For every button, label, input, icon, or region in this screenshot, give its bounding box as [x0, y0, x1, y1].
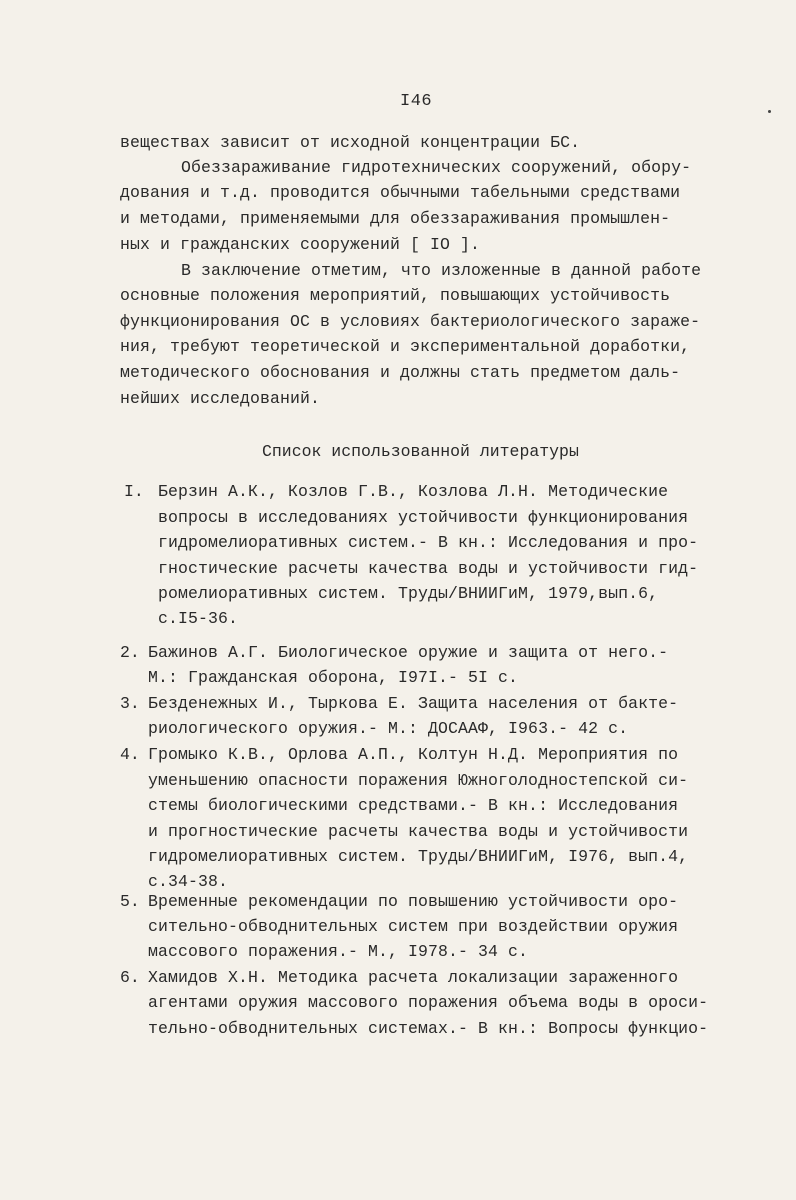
reference-line: агентами оружия массового поражения объема воды в ороси-	[148, 993, 709, 1012]
reference-line: Громыко К.В., Орлова А.П., Колтун Н.Д. Мероприятия по	[148, 745, 679, 764]
reference-line: Безденежных И., Тыркова Е. Защита населения от бакте-	[148, 694, 679, 713]
reference-line: Бажинов А.Г. Биологическое оружие и защита от него.-	[148, 643, 669, 662]
reference-number: I.	[124, 482, 144, 501]
reference-line: ромелиоративных систем. Труды/ВНИИГиМ, 1979,вып.6,	[158, 584, 659, 603]
speck-mark	[768, 110, 771, 113]
page-number: I46	[400, 92, 433, 111]
reference-line: Берзин А.К., Козлов Г.В., Козлова Л.Н. Методические	[158, 482, 669, 501]
reference-line: с.I5-36.	[158, 609, 239, 628]
reference-line: с.34-38.	[148, 872, 229, 891]
body-line: ния, требуют теоретической и экспериментальной доработки,	[120, 337, 691, 356]
body-line: методического обоснования и должны стать предметом даль-	[120, 363, 681, 382]
reference-line: гидромелиоративных систем. Труды/ВНИИГиМ, I976, вып.4,	[148, 847, 689, 866]
reference-number: 4.	[120, 745, 140, 764]
reference-line: вопросы в исследованиях устойчивости функционирования	[158, 508, 689, 527]
body-line: функционирования ОС в условиях бактериологического зараже-	[120, 312, 701, 331]
reference-number: 6.	[120, 968, 140, 987]
reference-line: Хамидов Х.Н. Методика расчета локализации зараженного	[148, 968, 679, 987]
reference-line: гностические расчеты качества воды и устойчивости гид-	[158, 559, 699, 578]
reference-line: тельно-обводнительных системах.- В кн.: Вопросы функцио-	[148, 1019, 709, 1038]
reference-number: 2.	[120, 643, 140, 662]
reference-line: Временные рекомендации по повышению устойчивости оро-	[148, 892, 679, 911]
reference-number: 3.	[120, 694, 140, 713]
reference-number: 5.	[120, 892, 140, 911]
body-line: Обеззараживание гидротехнических сооружений, обору-	[181, 158, 692, 177]
body-line: веществах зависит от исходной концентрации БС.	[120, 133, 581, 152]
body-line: основные положения мероприятий, повышающих устойчивость	[120, 286, 671, 305]
body-line: ных и гражданских сооружений [ IO ].	[120, 235, 481, 254]
references-heading: Список использованной литературы	[262, 442, 579, 461]
reference-line: и прогностические расчеты качества воды и устойчивости	[148, 822, 689, 841]
reference-line: массового поражения.- М., I978.- 34 с.	[148, 942, 529, 961]
reference-line: риологического оружия.- М.: ДОСААФ, I963.- 42 с.	[148, 719, 629, 738]
body-line: дования и т.д. проводится обычными табельными средствами	[120, 183, 681, 202]
body-line: нейших исследований.	[120, 389, 321, 408]
body-line: и методами, применяемыми для обеззараживания промышлен-	[120, 209, 671, 228]
reference-line: М.: Гражданская оборона, I97I.- 5I с.	[148, 668, 519, 687]
reference-line: гидромелиоративных систем.- В кн.: Исследования и про-	[158, 533, 699, 552]
reference-line: уменьшению опасности поражения Южноголодностепской си-	[148, 771, 689, 790]
reference-line: стемы биологическими средствами.- В кн.: Исследования	[148, 796, 679, 815]
reference-line: сительно-обводнительных систем при воздействии оружия	[148, 917, 679, 936]
body-line: В заключение отметим, что изложенные в данной работе	[181, 261, 702, 280]
